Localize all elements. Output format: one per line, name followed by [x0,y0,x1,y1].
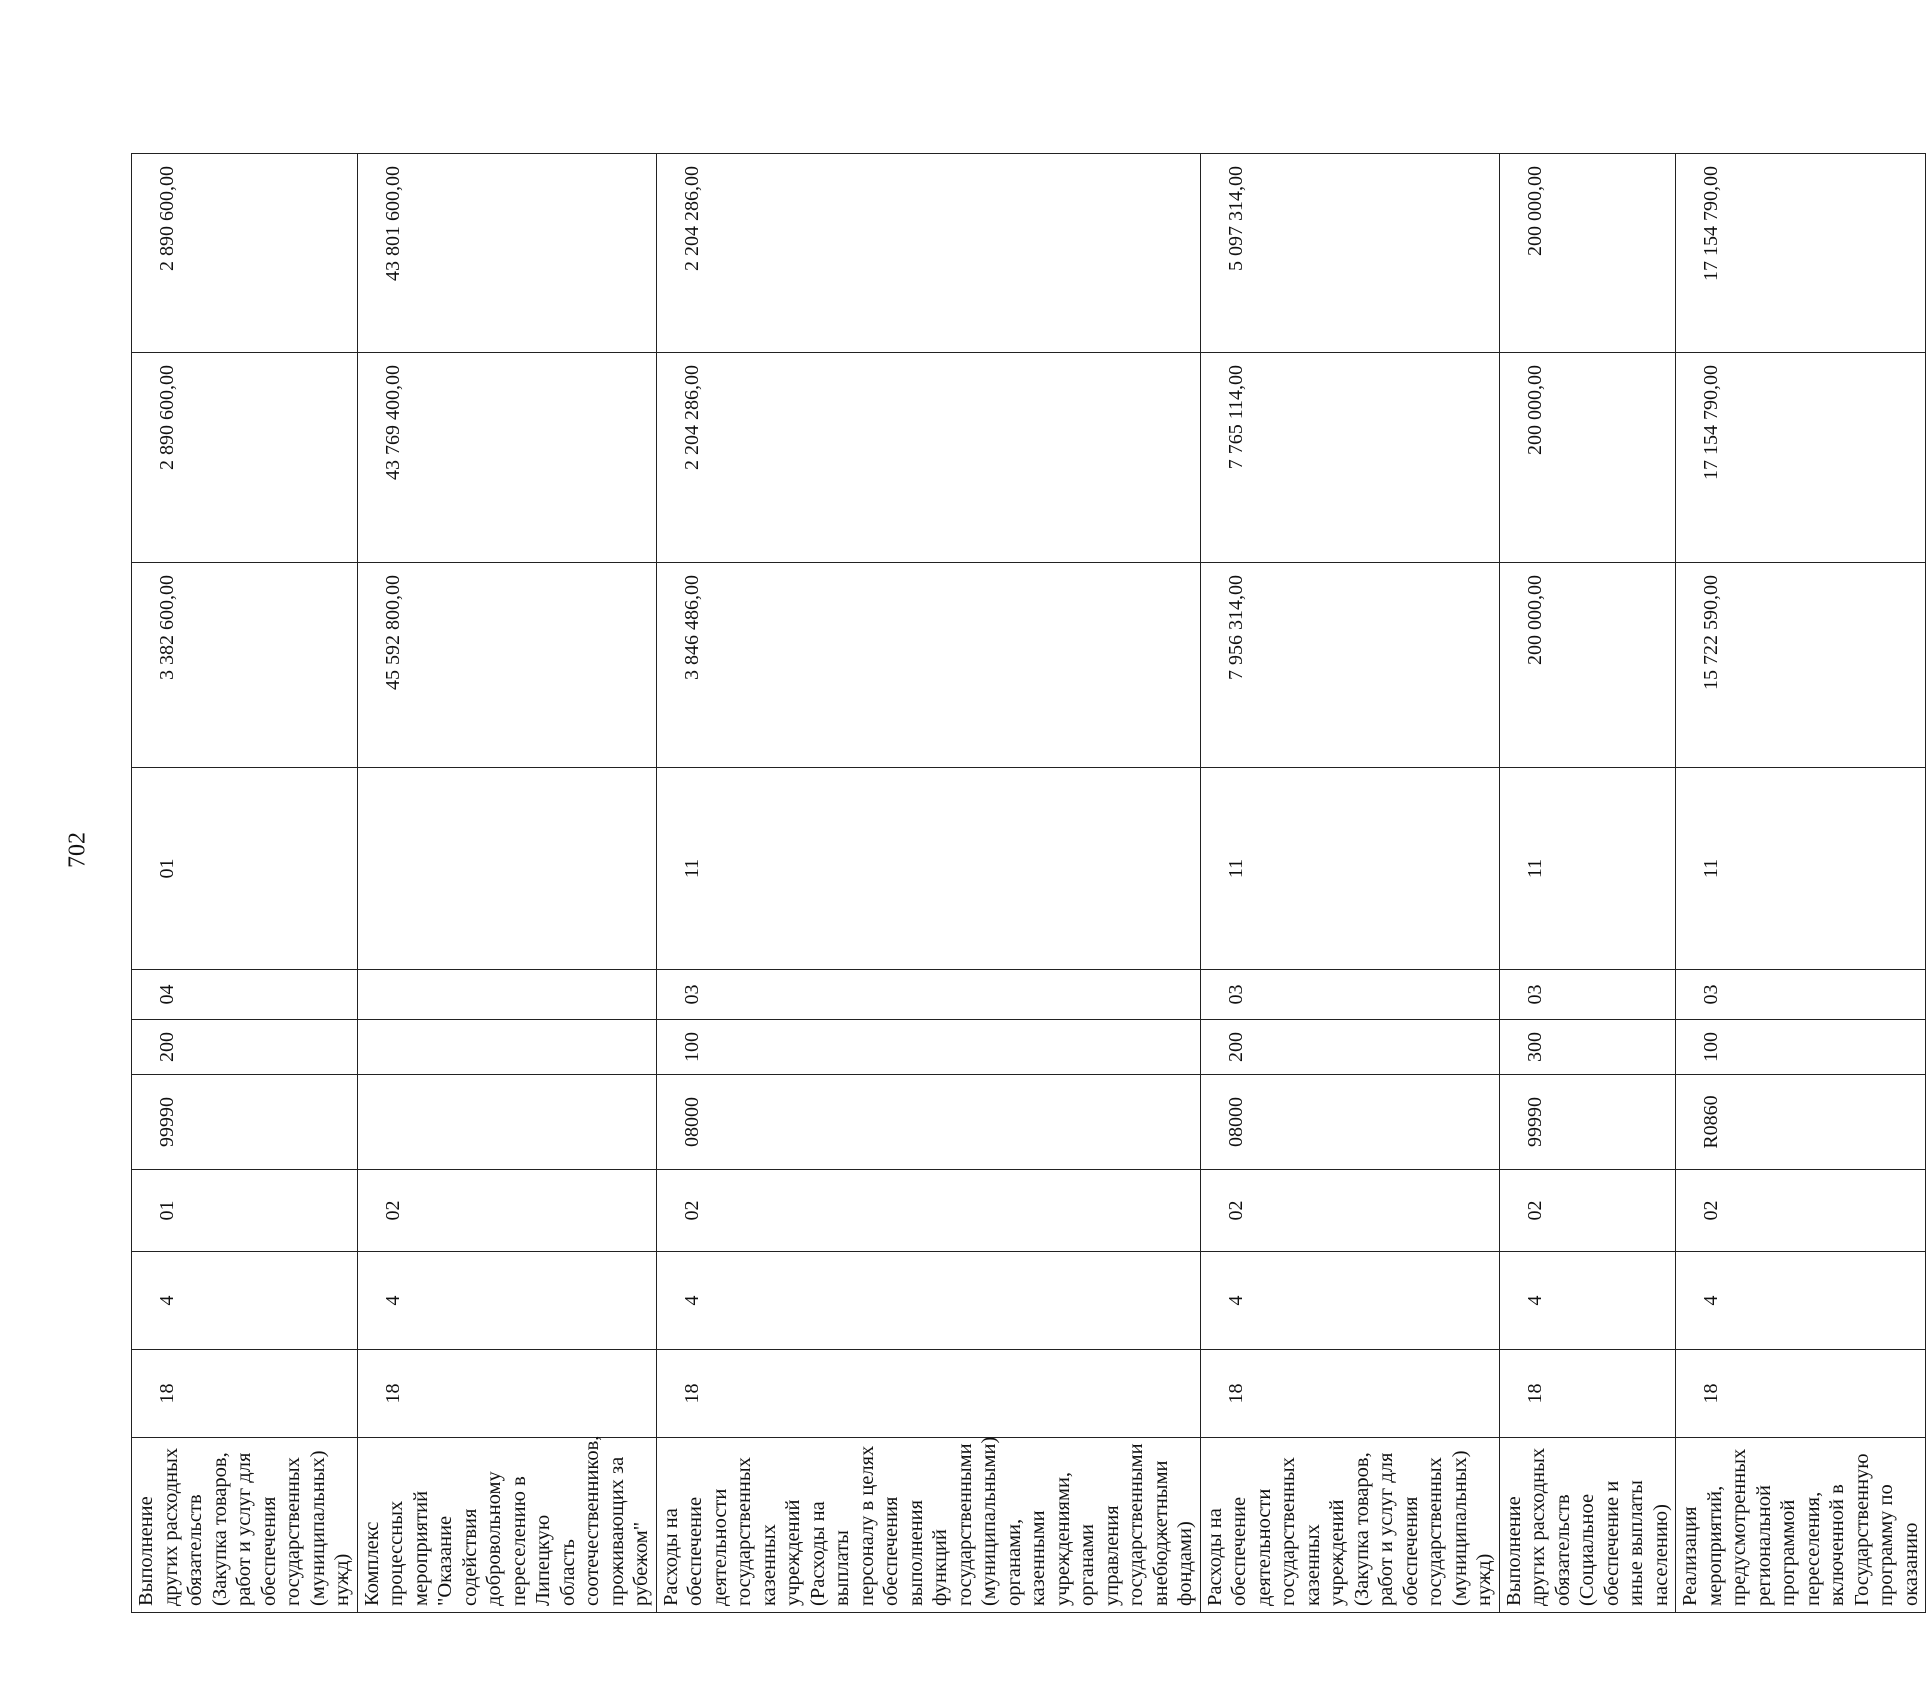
code-cell: 08000 [656,1075,1200,1170]
table-row [1200,154,1499,1613]
table-body [132,154,1926,1613]
code-cell: R0860 [1676,1075,1926,1170]
code-cell: 18 [1200,1350,1499,1438]
code-cell: 200 [1200,1020,1499,1075]
code-cell: 08000 [1200,1075,1499,1170]
code-cell: 18 [357,1350,656,1438]
code-cell: 200 [132,1020,358,1075]
amount-cell: 200 000,00 [1499,154,1676,353]
code-cell: 01 [132,1170,358,1252]
table-row [1499,154,1676,1613]
code-cell [357,1075,656,1170]
amount-cell: 17 154 790,00 [1676,353,1926,563]
code-cell: 04 [132,970,358,1020]
code-cell: 99990 [1499,1075,1676,1170]
code-cell [357,1020,656,1075]
amount-cell: 2 204 286,00 [656,353,1200,563]
budget-table [131,153,1926,1613]
amount-cell: 45 592 800,00 [357,563,656,768]
page-number: 702 [64,832,91,868]
amount-cell: 2 890 600,00 [132,353,358,563]
code-cell: 4 [1676,1252,1926,1350]
amount-cell: 7 765 114,00 [1200,353,1499,563]
amount-cell: 7 956 314,00 [1200,563,1499,768]
code-cell: 02 [656,1170,1200,1252]
code-cell: 4 [132,1252,358,1350]
code-cell: 11 [1676,768,1926,970]
row-description: Расходы на обеспечение деятельности государственных казенных учреждений (Расходы на выплаты персоналу в целях обеспечения выполнения функций государственными (муниципальными) органами, казенными учреждениями, органами управления государственными внебюджетными фондами) [656,1438,1200,1613]
code-cell: 18 [1499,1350,1676,1438]
code-cell: 03 [656,970,1200,1020]
code-cell: 4 [656,1252,1200,1350]
amount-cell: 3 846 486,00 [656,563,1200,768]
code-cell: 100 [1676,1020,1926,1075]
amount-cell: 43 801 600,00 [357,154,656,353]
code-cell: 300 [1499,1020,1676,1075]
budget-table-container [131,153,1922,1613]
code-cell: 18 [656,1350,1200,1438]
code-cell: 4 [1499,1252,1676,1350]
table-row [357,154,656,1613]
code-cell: 02 [1200,1170,1499,1252]
amount-cell: 43 769 400,00 [357,353,656,563]
amount-cell: 3 382 600,00 [132,563,358,768]
code-cell: 11 [1499,768,1676,970]
code-cell: 4 [1200,1252,1499,1350]
row-description: Выполнение других расходных обязательств (Закупка товаров, работ и услуг для обеспечения государственных (муниципальных) нужд) [132,1438,358,1613]
code-cell [357,970,656,1020]
code-cell: 99990 [132,1075,358,1170]
amount-cell: 2 204 286,00 [656,154,1200,353]
amount-cell: 200 000,00 [1499,563,1676,768]
code-cell: 18 [1676,1350,1926,1438]
amount-cell: 2 890 600,00 [132,154,358,353]
amount-cell: 200 000,00 [1499,353,1676,563]
code-cell: 02 [357,1170,656,1252]
code-cell: 03 [1200,970,1499,1020]
code-cell [357,768,656,970]
code-cell: 03 [1499,970,1676,1020]
row-description: Расходы на обеспечение деятельности государственных казенных учреждений (Закупка товаров, работ и услуг для обеспечения государственных (муниципальных) нужд) [1200,1438,1499,1613]
code-cell: 18 [132,1350,358,1438]
code-cell: 11 [656,768,1200,970]
code-cell: 11 [1200,768,1499,970]
row-description: Комплекс процессных мероприятий "Оказание содействия добровольному переселению в Липецкую область соотечественников, проживающих за рубежом" [357,1438,656,1613]
amount-cell: 17 154 790,00 [1676,154,1926,353]
table-row [1676,154,1926,1613]
code-cell: 02 [1676,1170,1926,1252]
amount-cell: 15 722 590,00 [1676,563,1926,768]
code-cell: 02 [1499,1170,1676,1252]
code-cell: 100 [656,1020,1200,1075]
code-cell: 4 [357,1252,656,1350]
amount-cell: 5 097 314,00 [1200,154,1499,353]
row-description: Реализация мероприятий, предусмотренных региональной программой переселения, включенной в Государственную программу по оказанию [1676,1438,1926,1613]
table-row [656,154,1200,1613]
code-cell: 03 [1676,970,1926,1020]
table-row [132,154,358,1613]
row-description: Выполнение других расходных обязательств (Социальное обеспечение и иные выплаты населению) [1499,1438,1676,1613]
code-cell: 01 [132,768,358,970]
